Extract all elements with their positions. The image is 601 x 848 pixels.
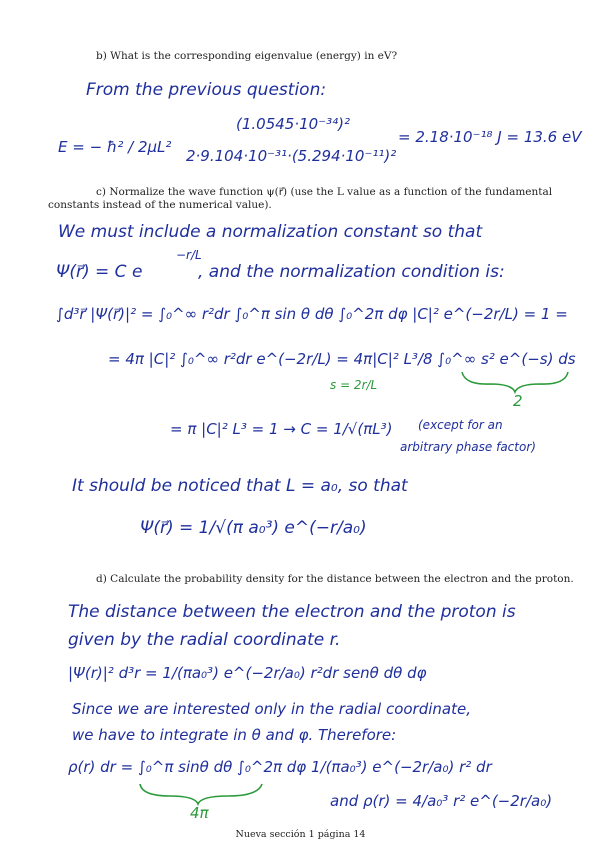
c-substitution-note: s = 2r/L: [330, 378, 378, 392]
c-brace-value: 2: [513, 392, 523, 410]
c-line2-exponent: −r/L: [176, 248, 202, 262]
b-denominator: 2·9.104·10⁻³¹·(5.294·10⁻¹¹)²: [186, 147, 397, 165]
question-b: b) What is the corresponding eigenvalue (energy) in eV?: [96, 50, 398, 62]
d-line7: and ρ(r) = 4/a₀³ r² e^(−2r/a₀): [330, 792, 553, 810]
d-line5: we have to integrate in θ and φ. Therefore:: [72, 726, 397, 744]
c-line5: = π |C|² L³ = 1 → C = 1/√(πL³): [170, 420, 393, 438]
d-green-brace: [140, 784, 262, 804]
b-result: = 2.18·10⁻¹⁸ J = 13.6 eV: [398, 128, 582, 146]
c-line2b: , and the normalization condition is:: [198, 262, 505, 282]
c-phase-note-1: (except for an: [418, 418, 503, 432]
c-line1: We must include a normalization constant so that: [58, 222, 483, 242]
c-line2a: Ψ(r⃗) = C e: [56, 262, 143, 282]
b-numerator: (1.0545·10⁻³⁴)²: [236, 115, 351, 133]
page-footer: Nueva sección 1 página 14: [235, 829, 366, 840]
d-line2: given by the radial coordinate r.: [68, 630, 341, 650]
b-handwritten-intro: From the previous question:: [86, 80, 327, 100]
b-energy-lhs: E = − ħ² / 2μL²: [58, 138, 172, 156]
d-line6: ρ(r) dr = ∫₀^π sinθ dθ ∫₀^2π dφ 1/(πa₀³) e^(−2r/a₀) r² dr: [68, 758, 492, 776]
question-c-line2: constants instead of the numerical value).: [48, 199, 272, 211]
d-brace-value: 4π: [190, 804, 209, 822]
c-line6: It should be noticed that L = a₀, so that: [72, 476, 408, 496]
d-line4: Since we are interested only in the radial coordinate,: [72, 700, 471, 718]
c-line7: Ψ(r⃗) = 1/√(π a₀³) e^(−r/a₀): [140, 518, 367, 538]
d-line1: The distance between the electron and the proton is: [68, 602, 516, 622]
c-phase-note-2: arbitrary phase factor): [400, 440, 536, 454]
d-line3: |Ψ(r)|² d³r = 1/(πa₀³) e^(−2r/a₀) r²dr senθ dθ dφ: [68, 664, 427, 682]
c-line4: = 4π |C|² ∫₀^∞ r²dr e^(−2r/L) = 4π|C|² L³/8 ∫₀^∞ s² e^(−s) ds: [108, 350, 576, 368]
c-green-brace: [462, 372, 568, 392]
c-line3: ∫d³r⃗ |Ψ(r⃗)|² = ∫₀^∞ r²dr ∫₀^π sin θ dθ ∫₀^2π dφ |C|² e^(−2r/L) = 1 =: [56, 305, 568, 323]
question-d: d) Calculate the probability density for the distance between the electron and the proton.: [96, 573, 574, 585]
question-c-line1: c) Normalize the wave function ψ(r⃗) (use the L value as a function of the fundamental: [96, 186, 553, 198]
